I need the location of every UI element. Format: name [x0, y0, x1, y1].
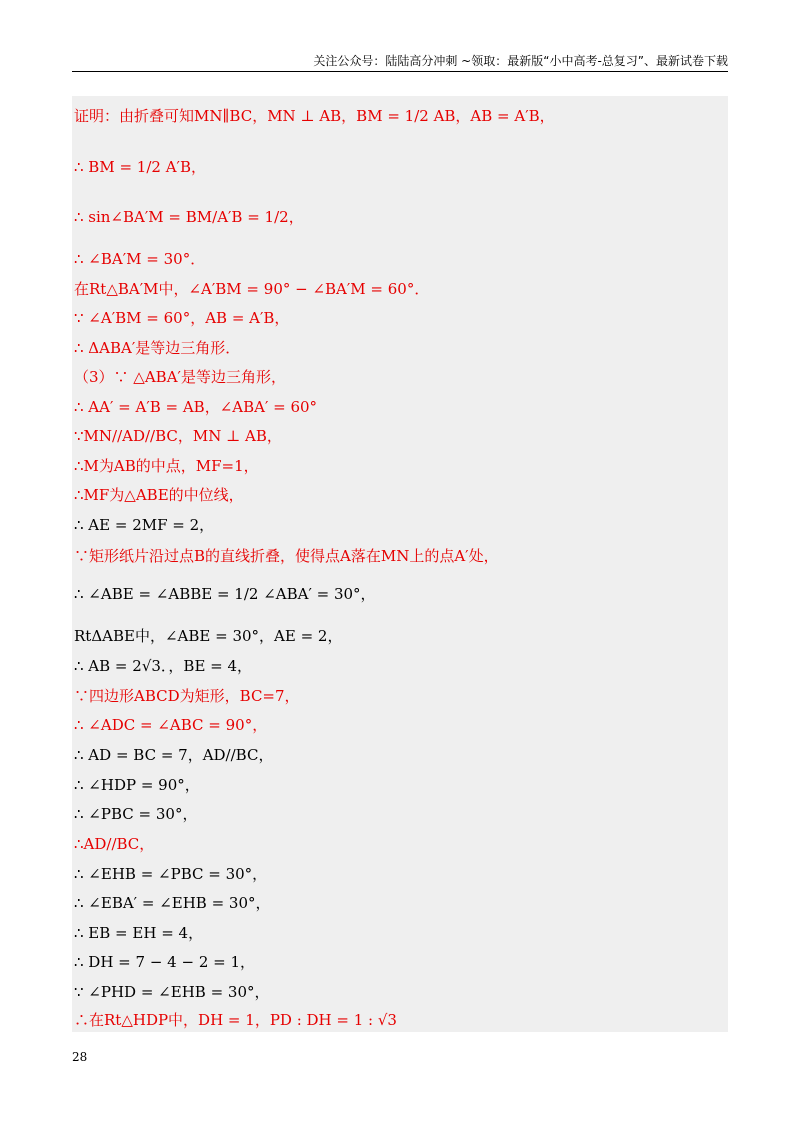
proof-line: ∴MF为△ABE的中位线， [74, 486, 244, 504]
proof-line: ∵MN//AD//BC，MN ⊥ AB， [74, 427, 282, 445]
proof-line: ∴ AD = BC = 7，AD//BC， [74, 746, 274, 764]
solution-box [72, 96, 728, 1032]
proof-line: ∴ ∠EHB = ∠PBC = 30°， [74, 865, 268, 883]
proof-line: ∴在Rt△HDP中，DH = 1，PD : DH = 1 : √3 [74, 1011, 397, 1029]
proof-line: ∴ AE = 2MF = 2， [74, 516, 215, 534]
proof-line: ∴ ∠EBA′ = ∠EHB = 30°， [74, 894, 271, 912]
proof-line: ∵ ∠A′BM = 60°，AB = A′B， [74, 309, 290, 327]
proof-line: ∴ EB = EH = 4， [74, 924, 204, 942]
proof-line: ∴ ΔABA′是等边三角形． [74, 339, 241, 357]
proof-line: ∴ ∠PBC = 30°， [74, 805, 198, 823]
proof-line: ∴ sin∠BA′M = BM/A′B = 1/2， [74, 208, 304, 226]
proof-line: ∴ DH = 7 − 4 − 2 = 1， [74, 953, 256, 971]
proof-line: ∴ BM = 1/2 A′B， [74, 158, 206, 176]
proof-line: 在Rt△BA′M中，∠A′BM = 90° − ∠BA′M = 60°． [74, 280, 430, 298]
proof-line: ∴ ∠ABE = ∠ABBE = 1/2 ∠ABA′ = 30°， [74, 585, 376, 603]
proof-line: ∵矩形纸片沿过点B的直线折叠，使得点A落在MN上的点A′处， [74, 547, 499, 565]
proof-line: ∴M为AB的中点，MF=1， [74, 457, 259, 475]
proof-line: （3）∵ △ABA′是等边三角形， [74, 368, 286, 386]
proof-line: ∴ ∠BA′M = 30°． [74, 250, 206, 268]
proof-line: ∴ ∠ADC = ∠ABC = 90°， [74, 716, 268, 734]
header-rule [72, 71, 728, 72]
proof-line: ∴ AB = 2√3．，BE = 4， [74, 657, 253, 675]
proof-line: ∴ ∠HDP = 90°， [74, 776, 200, 794]
page-number: 28 [72, 1050, 88, 1064]
proof-line: ∵ ∠PHD = ∠EHB = 30°， [74, 983, 270, 1001]
proof-line: ∴ AA′ = A′B = AB，∠ABA′ = 60° [74, 398, 318, 416]
proof-line: RtΔABE中，∠ABE = 30°，AE = 2， [74, 627, 343, 645]
proof-line: 证明：由折叠可知MN∥BC，MN ⊥ AB，BM = 1/2 AB，AB = A′B， [74, 107, 555, 125]
proof-line: ∴AD//BC， [74, 835, 155, 853]
proof-line: ∵四边形ABCD为矩形，BC=7， [74, 687, 300, 705]
page-header: 关注公众号：陆陆高分冲刺 ~领取：最新版“小中高考-总复习”、最新试卷下载 [313, 54, 728, 68]
